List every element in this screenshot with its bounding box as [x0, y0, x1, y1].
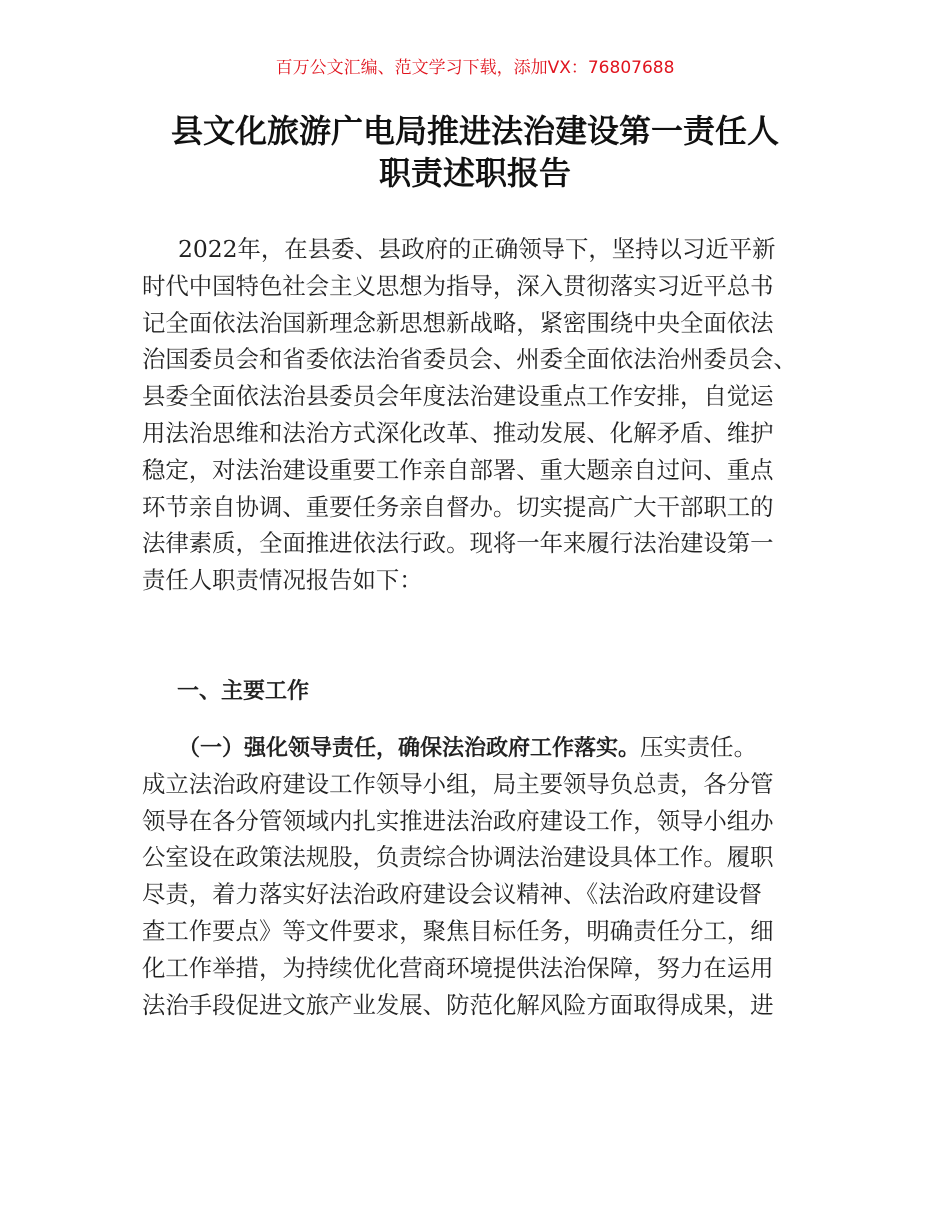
watermark-text: 百万公文汇编、范文学习下载，添加VX：76807688 — [275, 58, 675, 78]
paragraph-line: 稳定，对法治建设重要工作亲自部署、重大题亲自过问、重点 — [142, 455, 774, 484]
paragraph-line: 查工作要点》等文件要求，聚焦目标任务，明确责任分工，细 — [142, 916, 774, 945]
paragraph-line: 法治手段促进文旅产业发展、防范化解风险方面取得成果，进 — [142, 990, 774, 1019]
paragraph-line: 治国委员会和省委依法治省委员会、州委全面依法治州委员会、 — [142, 345, 797, 374]
paragraph-line: 责任人职责情况报告如下： — [142, 566, 423, 595]
section-paragraph — [142, 729, 832, 1023]
paragraph-line — [142, 231, 832, 268]
paragraph-line: 用法治思维和法治方式深化改革、推动发展、化解矛盾、维护 — [142, 418, 774, 447]
paragraph-line: 成立法治政府建设工作领导小组，局主要领导负总责，各分管 — [142, 769, 774, 798]
paragraph-lead-bold: （一）强化领导责任，确保法治政府工作落实。 — [178, 736, 641, 761]
paragraph-line: 环节亲自协调、重要任务亲自督办。切实提高广大干部职工的 — [142, 492, 774, 521]
paragraph-lead-rest: 压实责任。 — [640, 733, 757, 761]
paragraph-line: 化工作举措，为持续优化营商环境提供法治保障，努力在运用 — [142, 953, 774, 982]
paragraph-line: 尽责，着力落实好法治政府建设会议精神、《法治政府建设督 — [142, 880, 762, 909]
paragraph-line: 法律素质，全面推进依法行政。现将一年来履行法治建设第一 — [142, 529, 774, 558]
intro-paragraph — [142, 231, 832, 599]
paragraph-line: 县委全面依法治县委员会年度法治建设重点工作安排，自觉运 — [142, 382, 774, 411]
paragraph-line — [142, 729, 832, 766]
title-line-2: 职责述职报告 — [378, 154, 571, 192]
paragraph-line: 领导在各分管领域内扎实推进法治政府建设工作，领导小组办 — [142, 806, 774, 835]
paragraph-line: 记全面依法治国新理念新思想新战略，紧密围绕中央全面依法 — [142, 308, 774, 337]
title-line-1: 县文化旅游广电局推进法治建设第一责任人 — [170, 112, 779, 150]
section-heading: 一、主要工作 — [177, 679, 310, 704]
paragraph-line: 公室设在政策法规股，负责综合协调法治建设具体工作。履职 — [142, 843, 774, 872]
paragraph-line-text: 2022年，在县委、县政府的正确领导下，坚持以习近平新 — [178, 235, 776, 263]
document-title — [0, 110, 950, 194]
paragraph-line: 时代中国特色社会主义思想为指导，深入贯彻落实习近平总书 — [142, 271, 774, 300]
